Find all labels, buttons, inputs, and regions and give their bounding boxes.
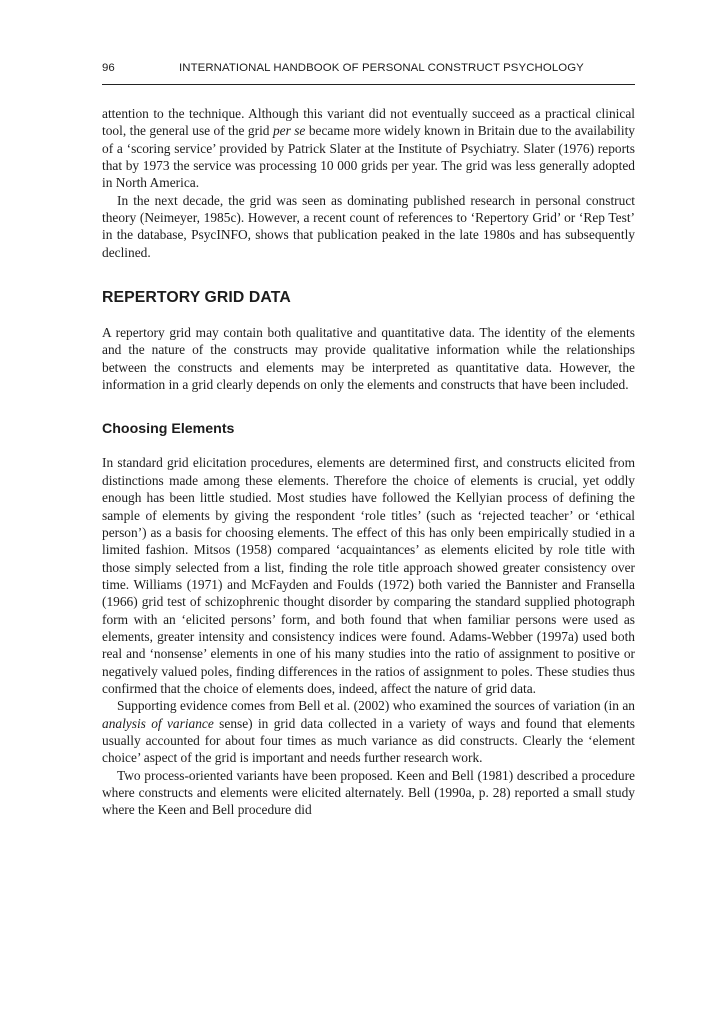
subsection-heading: Choosing Elements	[102, 421, 235, 438]
paragraph-4: In standard grid elicitation procedures, elements are determined first, and constructs elicited from distinctions made among these elements. Therefore the choice of elements is crucial, yet oddly enough has been little studied. Most studies have followed the Kellyian process of defining the sample of elements by giving the respondent ‘role titles’ (such as ‘rejected teacher’ or ‘ethical person’) as a basis for choosing elements. The effect of this has only been empirically studied in a limited fashion. Mitsos (1958) compared ‘acquaintances’ as elements elicited by role title with those simply selected from a list, finding the role title approach showed greater consistency over time. Williams (1971) and McFayden and Foulds (1972) both varied the Bannister and Fransella (1966) grid test of schizophrenic thought disorder by comparing the standard supplied photograph form with an ‘elicited persons’ form, and both found that when familiar persons were used as elements, greater intensity and consistency indices were found. Adams-Webber (1997a) used both real and ‘nonsense’ elements in one of his many studies into the ratio of assignment to positive or negatively valued poles, finding differences in the ratios of assignment to poles. These studies thus confirmed that the choice of elements does, indeed, affect the nature of grid data.	[102, 455, 635, 696]
book-page	[102, 62, 635, 819]
running-title: INTERNATIONAL HANDBOOK OF PERSONAL CONSTRUCT PSYCHOLOGY	[179, 62, 584, 74]
body-text	[102, 105, 635, 819]
emphasis-analysis-of-variance: analysis of variance	[102, 715, 214, 731]
paragraph-5: Supporting evidence comes from Bell et al. (2002) who examined the sources of variation (in an analysis of variance sense) in grid data collected in a variety of ways and found that elements usually accounted for about four times as much variance as did constructs. Clearly the ‘element choice’ aspect of the grid is important and needs further research work.	[102, 698, 635, 766]
running-header	[102, 62, 635, 77]
section-heading: REPERTORY GRID DATA	[102, 289, 291, 307]
paragraph-2: In the next decade, the grid was seen as dominating published research in personal construct theory (Neimeyer, 1985c). However, a recent count of references to ‘Repertory Grid’ or ‘Rep Test’ in the database, PsycINFO, shows that publication peaked in the late 1980s and has subsequently declined.	[102, 192, 635, 260]
page-number: 96	[102, 62, 115, 74]
emphasis-per-se: per se	[272, 123, 306, 139]
paragraph-1: attention to the technique. Although this variant did not eventually succeed as a practical clinical tool, the general use of the grid per se became more widely known in Britain due to the availability of a ‘scoring service’ provided by Patrick Slater at the Institute of Psychiatry. Slater (1976) reports that by 1973 the service was processing 10 000 grids per year. The grid was less generally adopted in North America.	[102, 106, 636, 191]
header-rule	[102, 84, 635, 85]
paragraph-3: A repertory grid may contain both qualitative and quantitative data. The identity of the elements and the nature of the constructs may provide qualitative information while the relationships between the constructs and elements may be interpreted as quantitative data. However, the information in a grid clearly depends on only the elements and constructs that have been included.	[102, 325, 635, 393]
paragraph-6: Two process-oriented variants have been proposed. Keen and Bell (1981) described a procedure where constructs and elements were elicited alternately. Bell (1990a, p. 28) reported a small study where the Keen and Bell procedure did	[102, 767, 635, 818]
